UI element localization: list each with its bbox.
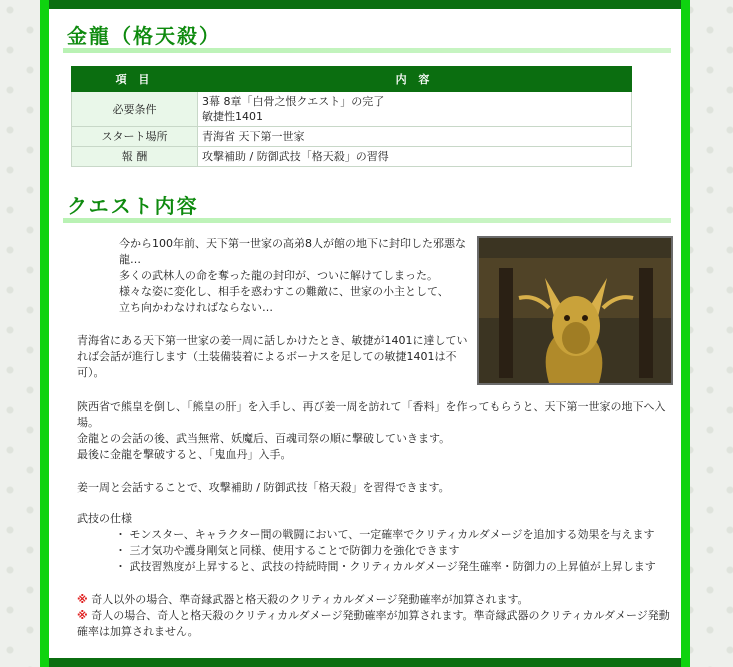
note xyxy=(77,592,677,608)
row-label: 報 酬 xyxy=(72,147,198,167)
quest-paragraph-start: 青海省にある天下第一世家の姜一周に話しかけたとき、敏捷が1401に達していれば会話が進行します（土装備装着によるボーナスを足しての敏捷1401は不可）。 xyxy=(77,334,468,379)
table-row xyxy=(72,92,632,127)
row-line: 敏捷性1401 xyxy=(202,110,263,123)
quest-section-title: クエスト内容 xyxy=(67,194,199,218)
intro-line: 今から100年前、天下第一世家の高弟8人が館の地下に封印した邪悪な龍… xyxy=(119,237,466,266)
intro-line: 立ち向かわなければならない… xyxy=(119,301,273,314)
header-content: 内 容 xyxy=(198,67,632,92)
intro-line: 多くの武林人の命を奪った龍の封印が、ついに解けてしまった。 xyxy=(119,269,438,282)
note-text: 奇人以外の場合、準奇縁武器と格天殺のクリティカルダメージ発動確率が加算されます。 xyxy=(91,593,529,606)
note-mark: ※ xyxy=(77,593,88,606)
title-underline xyxy=(63,48,671,53)
content-panel xyxy=(49,0,681,667)
note xyxy=(77,608,677,640)
quest-paragraph-route xyxy=(77,399,677,463)
note-text: 奇人の場合、奇人と格天殺のクリティカルダメージ発動確率が加算されます。準奇縁武器のクリティカルダメージ発動確率は加算されません。 xyxy=(77,609,670,638)
top-bar xyxy=(49,0,681,9)
row-value: 青海省 天下第一世家 xyxy=(198,127,632,147)
content-column xyxy=(40,0,690,667)
spec-item: ・ モンスター、キャラクター間の戦闘において、一定確率でクリティカルダメージを追加する効果を与えます xyxy=(115,528,655,541)
skill-spec-list xyxy=(115,527,681,575)
row-value xyxy=(198,92,632,127)
route-line: 陝西省で熊皇を倒し、「熊皇の肝」を入手し、再び姜一周を訪れて「香料」を作ってもらうと、天下第一世家の地下へ入場。 xyxy=(77,400,666,429)
table-row xyxy=(72,147,632,167)
route-line: 金龍との会話の後、武当無常、妖魔后、百魂司祭の順に撃破していきます。 xyxy=(77,432,451,445)
golden-dragon-image xyxy=(477,236,673,385)
bottom-bar xyxy=(49,658,681,667)
row-label: 必要条件 xyxy=(72,92,198,127)
header-item: 項 目 xyxy=(72,67,198,92)
row-label: スタート場所 xyxy=(72,127,198,147)
spec-item: ・ 武技習熟度が上昇すると、武技の持続時間・クリティカルダメージ発生確率・防御力の上昇値が上昇します xyxy=(115,560,656,573)
intro-line: 様々な姿に変化し、相手を惑わすこの難敵に、世家の小主として、 xyxy=(119,285,449,298)
notes xyxy=(77,592,677,640)
dragon-illustration xyxy=(479,238,671,383)
info-table xyxy=(71,66,632,167)
quest-paragraph-reward: 姜一周と会話することで、攻撃補助 / 防御武技「格天殺」を習得できます。 xyxy=(77,481,450,494)
quest-intro xyxy=(119,236,471,316)
route-line: 最後に金龍を撃破すると、「鬼血丹」入手。 xyxy=(77,448,292,461)
row-value: 攻撃補助 / 防御武技「格天殺」の習得 xyxy=(198,147,632,167)
spec-item: ・ 三才気功や護身剛気と同様、使用することで防御力を強化できます xyxy=(115,544,460,557)
table-row xyxy=(72,127,632,147)
quest-underline xyxy=(63,218,671,223)
row-line: 3幕 8章「白骨之恨クエスト」の完了 xyxy=(202,95,385,108)
note-mark: ※ xyxy=(77,609,88,622)
page-title: 金龍（格天殺） xyxy=(67,24,221,48)
skill-spec-title: 武技の仕様 xyxy=(77,512,132,525)
table-header-row xyxy=(72,67,632,92)
